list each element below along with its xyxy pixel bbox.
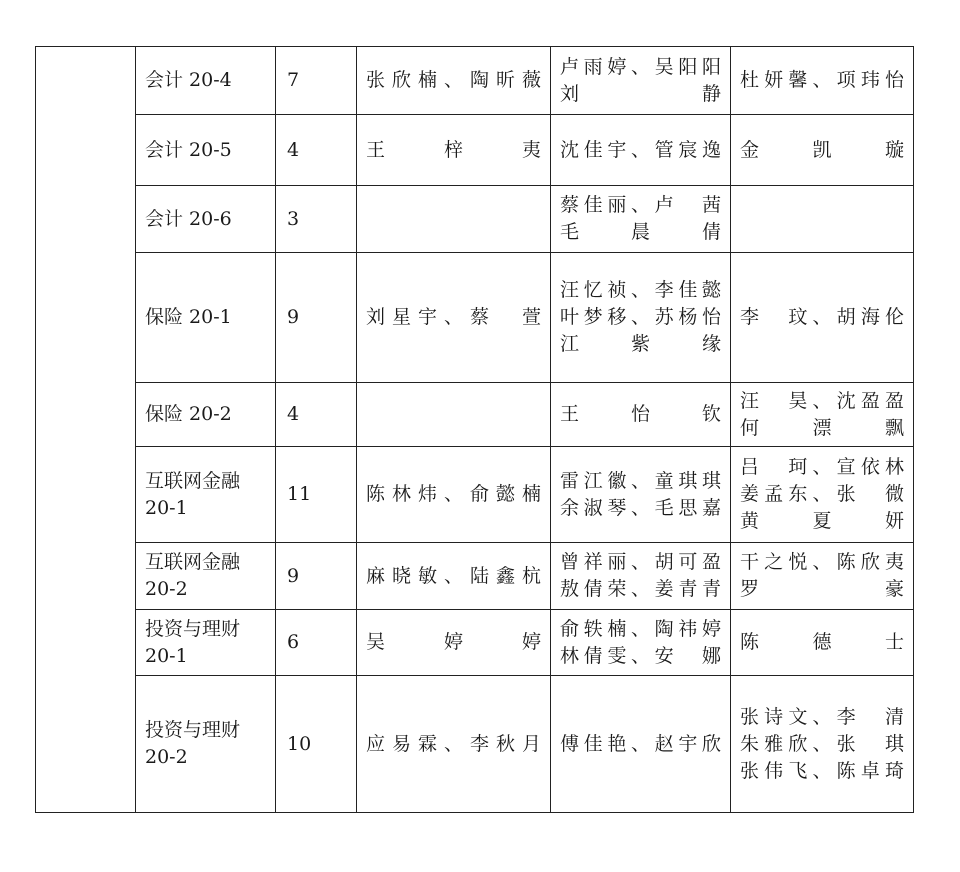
names-cell: 汪忆祯、李佳懿 叶梦移、苏杨怡 江紫缘: [551, 253, 731, 383]
table-row: [36, 253, 914, 383]
roster-table: [35, 46, 914, 813]
table-row: [36, 543, 914, 610]
class-cell: 会计 20-5: [136, 115, 276, 186]
table-row: [36, 47, 914, 115]
names-cell: 雷江徽、童琪琪 余淑琴、毛思嘉: [551, 447, 731, 543]
class-cell: 投资与理财 20-2: [136, 676, 276, 813]
class-cell: 会计 20-6: [136, 186, 276, 253]
count-cell: 11: [276, 447, 357, 543]
count-cell: 10: [276, 676, 357, 813]
names-cell: 曾祥丽、胡可盈 敖倩荣、姜青青: [551, 543, 731, 610]
table-row: [36, 447, 914, 543]
names-cell: 吕 珂、宣依林 姜孟东、张 微 黄夏妍: [731, 447, 914, 543]
count-cell: 3: [276, 186, 357, 253]
names-cell: 王梓夷: [357, 115, 551, 186]
names-cell: 刘星宇、蔡 萱: [357, 253, 551, 383]
names-cell: 俞轶楠、陶祎婷 林倩雯、安 娜: [551, 610, 731, 676]
names-cell: 张欣楠、陶昕薇: [357, 47, 551, 115]
names-cell: 傅佳艳、赵宇欣: [551, 676, 731, 813]
names-cell: 金凯璇: [731, 115, 914, 186]
count-cell: 4: [276, 383, 357, 447]
names-cell: [357, 186, 551, 253]
names-cell: 卢雨婷、吴阳阳 刘 静: [551, 47, 731, 115]
count-cell: 9: [276, 253, 357, 383]
names-cell: [731, 186, 914, 253]
names-cell: 李 玟、胡海伦: [731, 253, 914, 383]
names-cell: 张诗文、李 清 朱雅欣、张 琪 张伟飞、陈卓琦: [731, 676, 914, 813]
table-row: [36, 186, 914, 253]
names-cell: 干之悦、陈欣夷 罗 豪: [731, 543, 914, 610]
class-cell: 互联网金融 20-1: [136, 447, 276, 543]
count-cell: 6: [276, 610, 357, 676]
class-cell: 互联网金融 20-2: [136, 543, 276, 610]
names-cell: 应易霖、李秋月: [357, 676, 551, 813]
names-cell: 沈佳宇、管宸逸: [551, 115, 731, 186]
class-cell: 会计 20-4: [136, 47, 276, 115]
class-cell: 保险 20-2: [136, 383, 276, 447]
names-cell: 吴婷婷: [357, 610, 551, 676]
names-cell: 杜妍馨、项玮怡: [731, 47, 914, 115]
names-cell: 麻晓敏、陆鑫杭: [357, 543, 551, 610]
count-cell: 4: [276, 115, 357, 186]
names-cell: 王怡钦: [551, 383, 731, 447]
names-cell: [357, 383, 551, 447]
names-cell: 陈德士: [731, 610, 914, 676]
names-cell: 汪 昊、沈盈盈 何漂飘: [731, 383, 914, 447]
count-cell: 9: [276, 543, 357, 610]
class-cell: 投资与理财 20-1: [136, 610, 276, 676]
names-cell: 蔡佳丽、卢 茜 毛晨倩: [551, 186, 731, 253]
table-row: [36, 383, 914, 447]
class-cell: 保险 20-1: [136, 253, 276, 383]
table-row: [36, 115, 914, 186]
table-row: [36, 610, 914, 676]
table-row: [36, 676, 914, 813]
names-cell: 陈林炜、俞懿楠: [357, 447, 551, 543]
merged-category-cell: [36, 47, 136, 813]
count-cell: 7: [276, 47, 357, 115]
